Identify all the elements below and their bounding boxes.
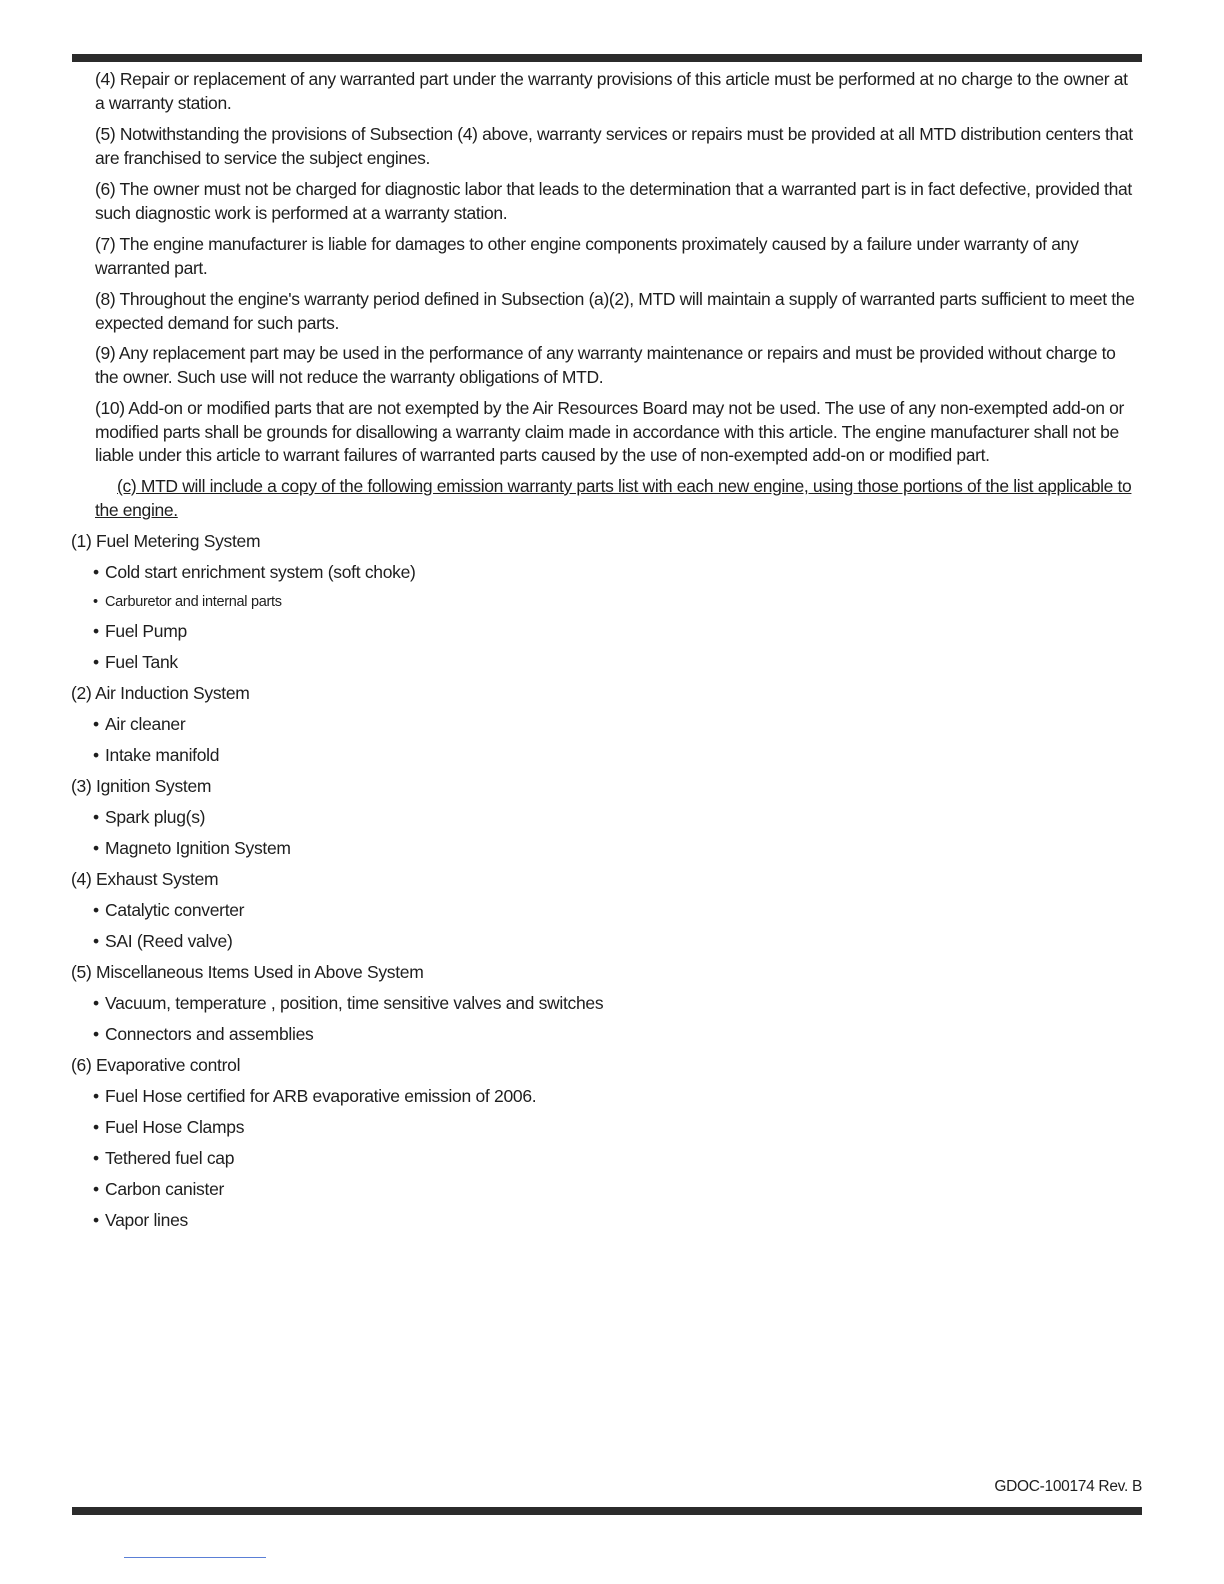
list-item-label: Intake manifold bbox=[105, 745, 220, 765]
list-item bbox=[93, 620, 187, 642]
list-item bbox=[93, 806, 205, 828]
list-item bbox=[93, 651, 178, 673]
list-item-label: Tethered fuel cap bbox=[105, 1148, 235, 1168]
list-item bbox=[93, 591, 282, 613]
paragraph-6: (6) The owner must not be charged for diagnostic labor that leads to the determination that a warranted part is in fact defective, provided that such diagnostic work is performed at a warranty station. bbox=[95, 179, 1132, 223]
list-item bbox=[93, 1209, 188, 1231]
list-item bbox=[93, 713, 185, 735]
list-item bbox=[93, 992, 603, 1014]
paragraph-7: (7) The engine manufacturer is liable for damages to other engine components proximately caused by a failure under warranty of any warranted part. bbox=[95, 234, 1079, 278]
list-item-label: Cold start enrichment system (soft choke) bbox=[105, 562, 416, 582]
list-item-label: Magneto Ignition System bbox=[105, 838, 291, 858]
list-item bbox=[93, 1178, 224, 1200]
bullet: • bbox=[93, 562, 99, 582]
list-item-label: SAI (Reed valve) bbox=[105, 931, 233, 951]
list-item-label: Carbon canister bbox=[105, 1179, 225, 1199]
bullet: • bbox=[93, 714, 99, 734]
list-item-label: Fuel Pump bbox=[105, 621, 187, 641]
paragraph-9: (9) Any replacement part may be used in the performance of any warranty maintenance or repairs and must be provided without charge to the owner. Such use will not reduce the warranty obligations of MTD. bbox=[95, 343, 1116, 387]
list-item-label: Fuel Hose Clamps bbox=[105, 1117, 245, 1137]
category-title: (3) Ignition System bbox=[71, 776, 212, 796]
bullet: • bbox=[93, 745, 99, 765]
list-item bbox=[93, 1147, 234, 1169]
category-title: (4) Exhaust System bbox=[71, 869, 219, 889]
list-item-label: Vacuum, temperature , position, time sensitive valves and switches bbox=[105, 993, 604, 1013]
list-item-label: Catalytic converter bbox=[105, 900, 245, 920]
list-item-label: Carburetor and internal parts bbox=[105, 594, 282, 610]
list-item-label: Air cleaner bbox=[105, 714, 186, 734]
paragraph-4: (4) Repair or replacement of any warranted part under the warranty provisions of this article must be performed at no charge to the owner at a warranty station. bbox=[95, 69, 1128, 113]
link-underline bbox=[124, 1557, 266, 1558]
bullet: • bbox=[93, 931, 99, 951]
bullet: • bbox=[93, 621, 99, 641]
category-title: (1) Fuel Metering System bbox=[71, 531, 261, 551]
list-item-label: Fuel Hose certified for ARB evaporative emission of 2006. bbox=[105, 1086, 537, 1106]
bullet: • bbox=[93, 807, 99, 827]
list-item-label: Fuel Tank bbox=[105, 652, 178, 672]
list-item bbox=[93, 837, 291, 859]
bullet: • bbox=[93, 594, 98, 610]
bullet: • bbox=[93, 900, 99, 920]
subsection-c: (c) MTD will include a copy of the following emission warranty parts list with each new engine, using those portions of the list applicable to the engine. bbox=[95, 476, 1132, 520]
paragraph-10: (10) Add-on or modified parts that are not exempted by the Air Resources Board may not be used. The use of any non-exempted add-on or modified parts shall be grounds for disallowing a warranty claim made in accordance with this article. The engine manufacturer shall not be liable under this article to warrant failures of warranted parts caused by the use of non-exempted add-on or modified part. bbox=[95, 398, 1125, 465]
top-rule bbox=[72, 54, 1142, 62]
list-item bbox=[93, 1023, 313, 1045]
category-title: (5) Miscellaneous Items Used in Above System bbox=[71, 962, 424, 982]
bullet: • bbox=[93, 1210, 99, 1230]
list-item bbox=[93, 1116, 244, 1138]
list-item bbox=[93, 899, 244, 921]
document-id: GDOC-100174 Rev. B bbox=[994, 1478, 1142, 1495]
bullet: • bbox=[93, 1148, 99, 1168]
bullet: • bbox=[93, 652, 99, 672]
bullet: • bbox=[93, 1024, 99, 1044]
bullet: • bbox=[93, 1086, 99, 1106]
list-item bbox=[93, 744, 219, 766]
bullet: • bbox=[93, 838, 99, 858]
list-item bbox=[93, 561, 416, 583]
bullet: • bbox=[93, 993, 99, 1013]
list-item-label: Vapor lines bbox=[105, 1210, 188, 1230]
bullet: • bbox=[93, 1179, 99, 1199]
list-item-label: Connectors and assemblies bbox=[105, 1024, 314, 1044]
paragraph-8: (8) Throughout the engine's warranty period defined in Subsection (a)(2), MTD will maintain a supply of warranted parts sufficient to meet the expected demand for such parts. bbox=[95, 289, 1135, 333]
list-item bbox=[93, 1085, 536, 1107]
category-title: (2) Air Induction System bbox=[71, 683, 250, 703]
bottom-rule bbox=[72, 1507, 1142, 1515]
list-item-label: Spark plug(s) bbox=[105, 807, 206, 827]
paragraph-5: (5) Notwithstanding the provisions of Subsection (4) above, warranty services or repairs must be provided at all MTD distribution centers that are franchised to service the subject engines. bbox=[95, 124, 1133, 168]
list-item bbox=[93, 930, 232, 952]
bullet: • bbox=[93, 1117, 99, 1137]
category-title: (6) Evaporative control bbox=[71, 1055, 241, 1075]
